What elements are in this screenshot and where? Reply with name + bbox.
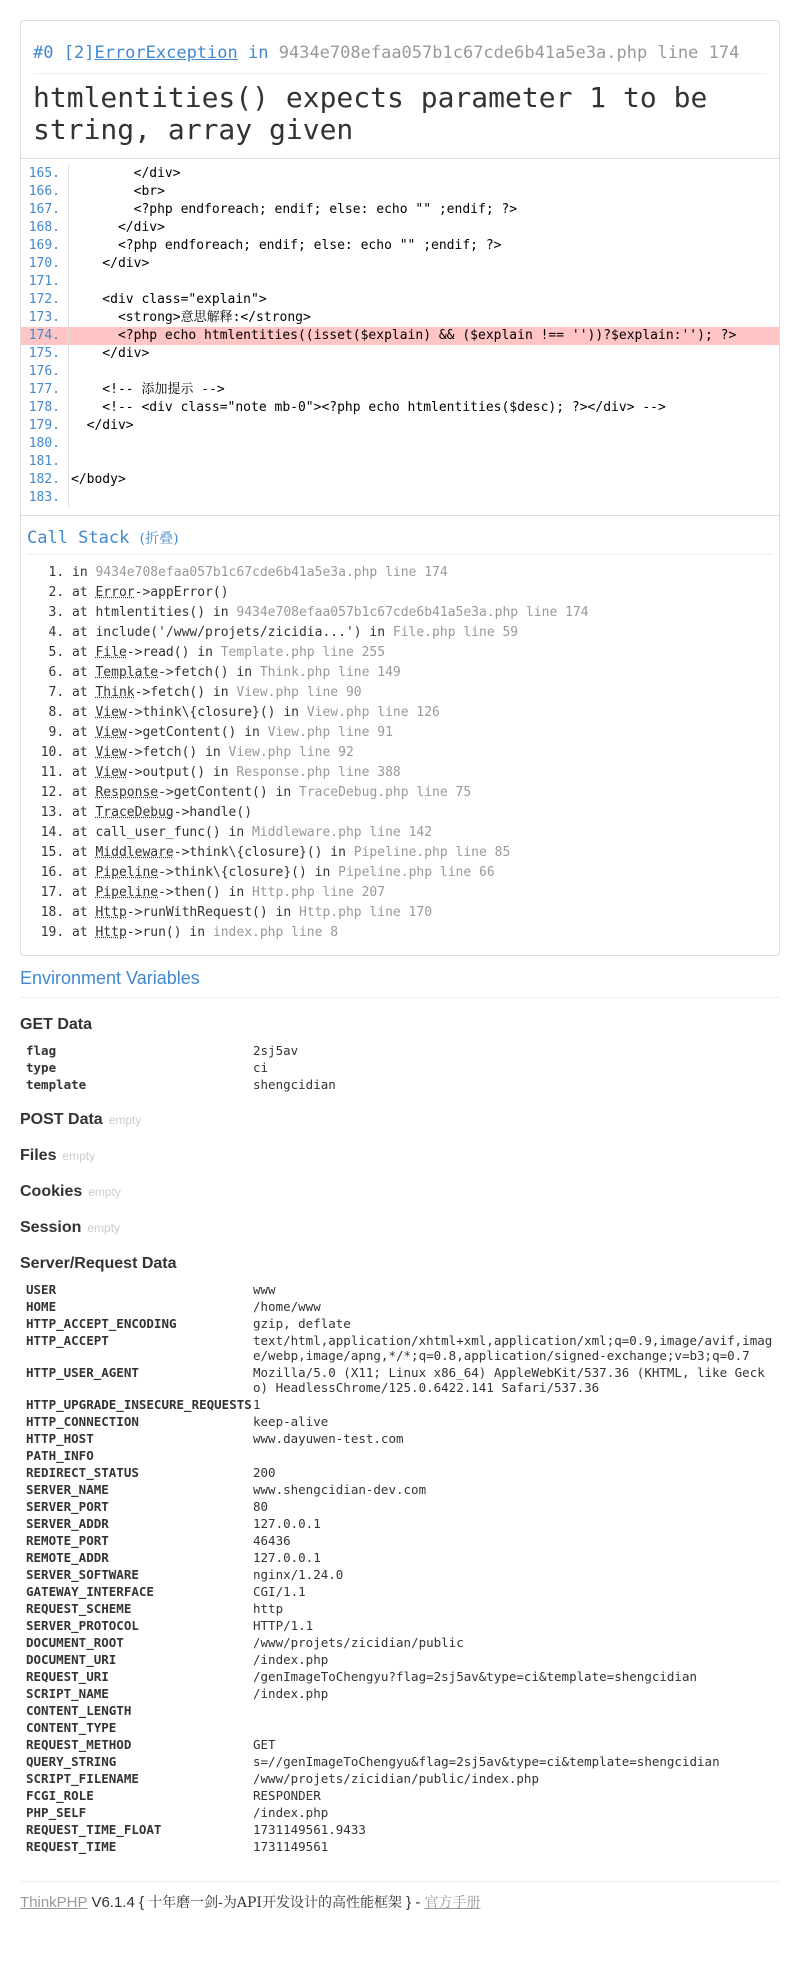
server-data-row [26,1770,786,1787]
line-number: 177. [21,381,69,399]
var-key: REQUEST_TIME [26,1839,117,1854]
line-number: 167. [21,201,69,219]
var-value: keep-alive [253,1414,329,1429]
line-number: 182. [21,471,69,489]
code-line [21,165,779,183]
code-line [21,237,779,255]
var-value: /index.php [253,1805,329,1820]
code-line [21,453,779,471]
var-value: GET [253,1737,276,1752]
var-value: www.shengcidian-dev.com [253,1482,427,1497]
line-number: 176. [21,363,69,381]
server-data-row [26,1396,786,1413]
call-stack-item [72,723,773,743]
server-data-row [26,1821,786,1838]
code-text: <!-- <div class="note mb-0"><?php echo htmlentities($desc); ?></div> --> [71,400,666,415]
var-value: 200 [253,1465,276,1480]
var-key: SERVER_ADDR [26,1516,109,1531]
exception-line-number: 174 [708,43,740,63]
code-text: </body> [71,472,126,487]
var-key: HTTP_ACCEPT [26,1333,109,1348]
slogan: 十年磨一剑-为API开发设计的高性能框架 [148,1895,402,1911]
call-file: Http.php line 207 [252,885,386,900]
var-key: SERVER_NAME [26,1482,109,1497]
call-function: ->output() in [126,765,237,780]
line-number: 178. [21,399,69,417]
server-data-row [26,1498,786,1515]
var-key: GATEWAY_INTERFACE [26,1584,154,1599]
var-key: HOME [26,1299,57,1314]
empty-label: empty [62,1149,96,1163]
var-value: text/html,application/xhtml+xml,application/xml;q=0.9,image/avif,image/webp,image/apng,*/*;q=0.8,application/signed-exchange;v=b3;q=0.7 [253,1333,773,1363]
exception-index: [2] [63,43,95,63]
get-data-row [26,1059,786,1076]
var-key: REMOTE_PORT [26,1533,109,1548]
var-value: 2sj5av [253,1043,299,1058]
var-value: http [253,1601,284,1616]
server-data-row [26,1634,786,1651]
call-stack-item [72,623,773,643]
var-key: SCRIPT_NAME [26,1686,109,1701]
line-number: 168. [21,219,69,237]
server-data-row [26,1583,786,1600]
empty-label: empty [108,1113,142,1127]
server-data-row [26,1651,786,1668]
call-function: ->fetch() in [126,745,229,760]
call-function: include('/www/projets/zicidia...') in [95,625,393,640]
code-line [21,489,779,507]
var-value: 127.0.0.1 [253,1516,321,1531]
var-value: 127.0.0.1 [253,1550,321,1565]
var-key: SERVER_PROTOCOL [26,1618,139,1633]
server-data-row [26,1298,786,1315]
files-section [20,1147,780,1165]
server-data-row [26,1281,786,1298]
call-stack-item [72,703,773,723]
server-data-row [26,1413,786,1430]
var-value: 1 [253,1397,261,1412]
var-key: PATH_INFO [26,1448,94,1463]
call-file: Template.php line 255 [220,645,386,660]
code-line [21,417,779,435]
call-prefix: at [72,745,96,760]
call-class[interactable]: Middleware [95,845,174,860]
exception-file: 9434e708efaa057b1c67cde6b41a5e3a.php [278,43,648,63]
manual-link[interactable]: 官方手册 [424,1895,481,1911]
call-file: Think.php line 149 [259,665,401,680]
call-prefix: at [72,805,96,820]
call-file: Middleware.php line 142 [252,825,433,840]
call-file: View.php line 92 [228,745,354,760]
server-data-row [26,1515,786,1532]
server-data-row [26,1702,786,1719]
call-stack-item [72,763,773,783]
var-value: /genImageToChengyu?flag=2sj5av&type=ci&template=shengcidian [253,1669,698,1684]
call-function: ->think\{closure}() in [173,845,354,860]
var-key: REQUEST_SCHEME [26,1601,132,1616]
call-prefix: at [72,845,96,860]
server-data-row [26,1532,786,1549]
code-text: <!-- 添加提示 --> [71,382,225,397]
call-prefix: at [72,705,96,720]
call-file: 9434e708efaa057b1c67cde6b41a5e3a.php line 174 [95,565,448,580]
code-text [69,453,71,471]
server-data-row [26,1430,786,1447]
line-number: 179. [21,417,69,435]
call-stack-item [72,803,773,823]
var-value: nginx/1.24.0 [253,1567,344,1582]
server-data-row [26,1719,786,1736]
server-data-section [20,1255,780,1855]
var-value: /index.php [253,1686,329,1701]
exception-title: htmlentities() expects parameter 1 to be string, array given [33,81,708,146]
footer-copyright [20,1881,780,1912]
code-text [69,273,71,291]
var-key: REQUEST_METHOD [26,1737,132,1752]
thinkphp-link[interactable]: ThinkPHP [20,1894,88,1911]
call-function: ->getContent() in [126,725,268,740]
server-data-row [26,1600,786,1617]
cookies-heading [20,1183,780,1201]
get-data-table [26,1042,786,1093]
code-line [21,255,779,273]
empty-label: empty [87,1221,121,1235]
var-key: REQUEST_TIME_FLOAT [26,1822,162,1837]
code-text: <?php echo htmlentities((isset($explain) && ($explain !== ''))?$explain:''); ?> [71,328,737,343]
var-value [253,1447,786,1464]
server-data-heading: Server/Request Data [20,1255,177,1272]
call-function: ->getContent() in [158,785,299,800]
call-file: Pipeline.php line 85 [353,845,511,860]
line-number: 166. [21,183,69,201]
call-file: 9434e708efaa057b1c67cde6b41a5e3a.php line 174 [236,605,589,620]
code-text [69,363,71,381]
code-text: <?php endforeach; endif; else: echo "" ;endif; ?> [71,238,502,253]
source-code-block [21,158,779,515]
call-stack-item [72,823,773,843]
call-stack-list [27,563,773,943]
exception-anchor-link[interactable]: #0 [33,43,54,63]
line-number: 181. [21,453,69,471]
call-file: View.php line 91 [267,725,393,740]
code-text [69,489,71,507]
line-number: 171. [21,273,69,291]
var-value: 80 [253,1499,269,1514]
call-prefix: at [72,885,96,900]
server-data-row [26,1736,786,1753]
call-prefix: at [72,905,96,920]
call-stack-item [72,663,773,683]
call-class[interactable]: Response [95,785,159,800]
call-function: ->think\{closure}() in [158,865,339,880]
files-title: Files [20,1147,57,1164]
call-prefix: at [72,725,96,740]
call-function: ->run() in [126,925,213,940]
var-key: HTTP_HOST [26,1431,94,1446]
call-class[interactable]: View [95,725,127,740]
call-class[interactable]: Pipeline [95,885,159,900]
server-data-row [26,1668,786,1685]
server-data-row [26,1364,786,1396]
get-data-row [26,1076,786,1093]
var-key: template [26,1077,87,1092]
var-key: CONTENT_LENGTH [26,1703,132,1718]
get-data-section [20,1016,780,1093]
line-number: 175. [21,345,69,363]
call-function: htmlentities() in [95,605,237,620]
call-prefix: at [72,765,96,780]
call-function: ->appError() [134,585,229,600]
call-stack-item [72,563,773,583]
call-prefix: at [72,785,96,800]
call-file: File.php line 59 [392,625,519,640]
var-value: /index.php [253,1652,329,1667]
line-number: 174. [21,327,69,345]
code-text: </div> [71,256,150,271]
var-key: HTTP_ACCEPT_ENCODING [26,1316,177,1331]
var-value: HTTP/1.1 [253,1618,314,1633]
code-line [21,183,779,201]
code-line [21,435,779,453]
var-key: REMOTE_ADDR [26,1550,109,1565]
call-stack-item [72,843,773,863]
post-data-heading [20,1111,780,1129]
server-data-row [26,1787,786,1804]
get-data-row [26,1042,786,1059]
var-value: Mozilla/5.0 (X11; Linux x86_64) AppleWebKit/537.36 (KHTML, like Gecko) HeadlessChrome/125.0.6422.141 Safari/537.36 [253,1365,765,1395]
call-stack-item [72,903,773,923]
code-line [21,399,779,417]
call-prefix: at [72,685,96,700]
code-text: <br> [71,184,165,199]
var-key: flag [26,1043,57,1058]
line-number: 170. [21,255,69,273]
var-key: USER [26,1282,57,1297]
var-value: /www/projets/zicidian/public [253,1635,464,1650]
post-data-title: POST Data [20,1111,103,1128]
var-key: HTTP_USER_AGENT [26,1365,139,1380]
var-value: gzip, deflate [253,1316,351,1331]
exception-in-word: in [248,43,269,63]
exception-class-link[interactable]: ErrorException [94,43,238,63]
var-value: 1731149561.9433 [253,1822,366,1837]
call-class[interactable]: Think [95,685,135,700]
var-key: CONTENT_TYPE [26,1720,117,1735]
var-value: /home/www [253,1299,321,1314]
call-stack-item [72,863,773,883]
server-data-table [26,1281,786,1855]
session-heading [20,1219,780,1237]
get-data-heading: GET Data [20,1016,93,1033]
exception-line-word: line [657,43,699,63]
server-data-row [26,1753,786,1770]
var-key: SCRIPT_FILENAME [26,1771,139,1786]
brace-open: { [138,1894,144,1911]
version: V6.1.4 [91,1894,135,1911]
code-line-highlighted [21,327,779,345]
call-prefix: at [72,825,96,840]
call-prefix: in [72,565,96,580]
call-prefix: at [72,665,96,680]
call-class[interactable]: Pipeline [95,865,159,880]
call-prefix: at [72,625,96,640]
session-title: Session [20,1219,82,1236]
var-value: ci [253,1060,269,1075]
call-prefix: at [72,605,96,620]
var-key: REDIRECT_STATUS [26,1465,139,1480]
call-class[interactable]: Http [95,925,127,940]
server-data-row [26,1464,786,1481]
call-function: ->fetch() in [158,665,260,680]
call-prefix: at [72,645,96,660]
var-value: /www/projets/zicidian/public/index.php [253,1771,539,1786]
server-data-row [26,1838,786,1855]
code-text: </div> [71,166,181,181]
call-prefix: at [72,865,96,880]
var-key: type [26,1060,57,1075]
call-file: Http.php line 170 [298,905,433,920]
call-stack-section [21,515,779,955]
code-line [21,345,779,363]
call-class[interactable]: Http [95,905,127,920]
var-value: 1731149561 [253,1839,329,1854]
var-key: SERVER_PORT [26,1499,109,1514]
code-text: </div> [71,346,150,361]
code-line [21,381,779,399]
var-value [253,1702,786,1719]
call-stack-item [72,603,773,623]
code-line [21,363,779,381]
environment-variables-heading: Environment Variables [20,968,780,998]
call-function: ->handle() [173,805,253,820]
exception-panel [20,20,780,956]
server-data-row [26,1617,786,1634]
code-text: <?php endforeach; endif; else: echo "" ;endif; ?> [71,202,518,217]
server-data-row [26,1804,786,1821]
code-line [21,219,779,237]
server-data-row [26,1566,786,1583]
call-stack-item [72,583,773,603]
var-value: 46436 [253,1533,291,1548]
line-number: 180. [21,435,69,453]
post-data-section [20,1111,780,1129]
code-line [21,471,779,489]
code-line [21,291,779,309]
call-file: View.php line 126 [306,705,440,720]
server-data-row [26,1481,786,1498]
code-text: </div> [71,418,134,433]
server-data-row [26,1315,786,1332]
call-prefix: at [72,925,96,940]
var-key: DOCUMENT_URI [26,1652,117,1667]
server-data-row [26,1549,786,1566]
call-stack-item [72,643,773,663]
call-class[interactable]: View [95,765,127,780]
call-class[interactable]: File [95,645,127,660]
var-value: www.dayuwen-test.com [253,1431,404,1446]
call-class[interactable]: Error [95,585,135,600]
call-class[interactable]: TraceDebug [95,805,174,820]
line-number: 183. [21,489,69,507]
call-function: ->then() in [158,885,253,900]
cookies-title: Cookies [20,1183,83,1200]
call-file: TraceDebug.php line 75 [299,785,472,800]
code-line [21,273,779,291]
var-value: RESPONDER [253,1788,321,1803]
files-heading [20,1147,780,1165]
code-line [21,201,779,219]
var-key: SERVER_SOFTWARE [26,1567,139,1582]
var-value: www [253,1282,276,1297]
line-number: 169. [21,237,69,255]
cookies-section [20,1183,780,1201]
call-stack-item [72,783,773,803]
call-stack-item [72,883,773,903]
call-stack-item [72,743,773,763]
var-key: REQUEST_URI [26,1669,109,1684]
var-key: DOCUMENT_ROOT [26,1635,124,1650]
brace-close: } - [406,1894,421,1911]
call-class[interactable]: View [95,745,127,760]
code-text: <strong>意思解释:</strong> [71,310,311,325]
var-key: QUERY_STRING [26,1754,117,1769]
call-stack-toggle[interactable]: (折叠) [139,531,179,547]
var-value: CGI/1.1 [253,1584,306,1599]
session-section [20,1219,780,1237]
var-key: FCGI_ROLE [26,1788,94,1803]
var-value: s=//genImageToChengyu&flag=2sj5av&type=ci&template=shengcidian [253,1754,720,1769]
call-function: ->read() in [126,645,221,660]
code-text: </div> [71,220,165,235]
var-value: shengcidian [253,1077,336,1092]
server-data-row [26,1332,786,1364]
var-key: PHP_SELF [26,1805,87,1820]
call-function: ->runWithRequest() in [126,905,299,920]
var-key: HTTP_CONNECTION [26,1414,139,1429]
call-prefix: at [72,585,96,600]
call-function: call_user_func() in [95,825,253,840]
server-data-row [26,1447,786,1464]
call-stack-item [72,683,773,703]
line-number: 165. [21,165,69,183]
call-file: View.php line 90 [236,685,362,700]
code-text [69,435,71,453]
server-data-row [26,1685,786,1702]
code-text: <div class="explain"> [71,292,267,307]
call-stack-item [72,923,773,943]
call-function: ->fetch() in [134,685,237,700]
call-file: index.php line 8 [212,925,339,940]
call-class[interactable]: View [95,705,127,720]
call-stack-title: Call Stack [27,528,130,548]
var-key: HTTP_UPGRADE_INSECURE_REQUESTS [26,1397,252,1412]
exception-info-line [33,43,767,74]
line-number: 173. [21,309,69,327]
call-class[interactable]: Template [95,665,159,680]
code-line [21,309,779,327]
line-number: 172. [21,291,69,309]
exception-message-block [21,21,779,158]
call-file: Pipeline.php line 66 [338,865,495,880]
call-stack-heading [27,528,773,555]
var-value [253,1719,786,1736]
call-file: Response.php line 388 [236,765,401,780]
empty-label: empty [88,1185,121,1199]
call-function: ->think\{closure}() in [126,705,307,720]
